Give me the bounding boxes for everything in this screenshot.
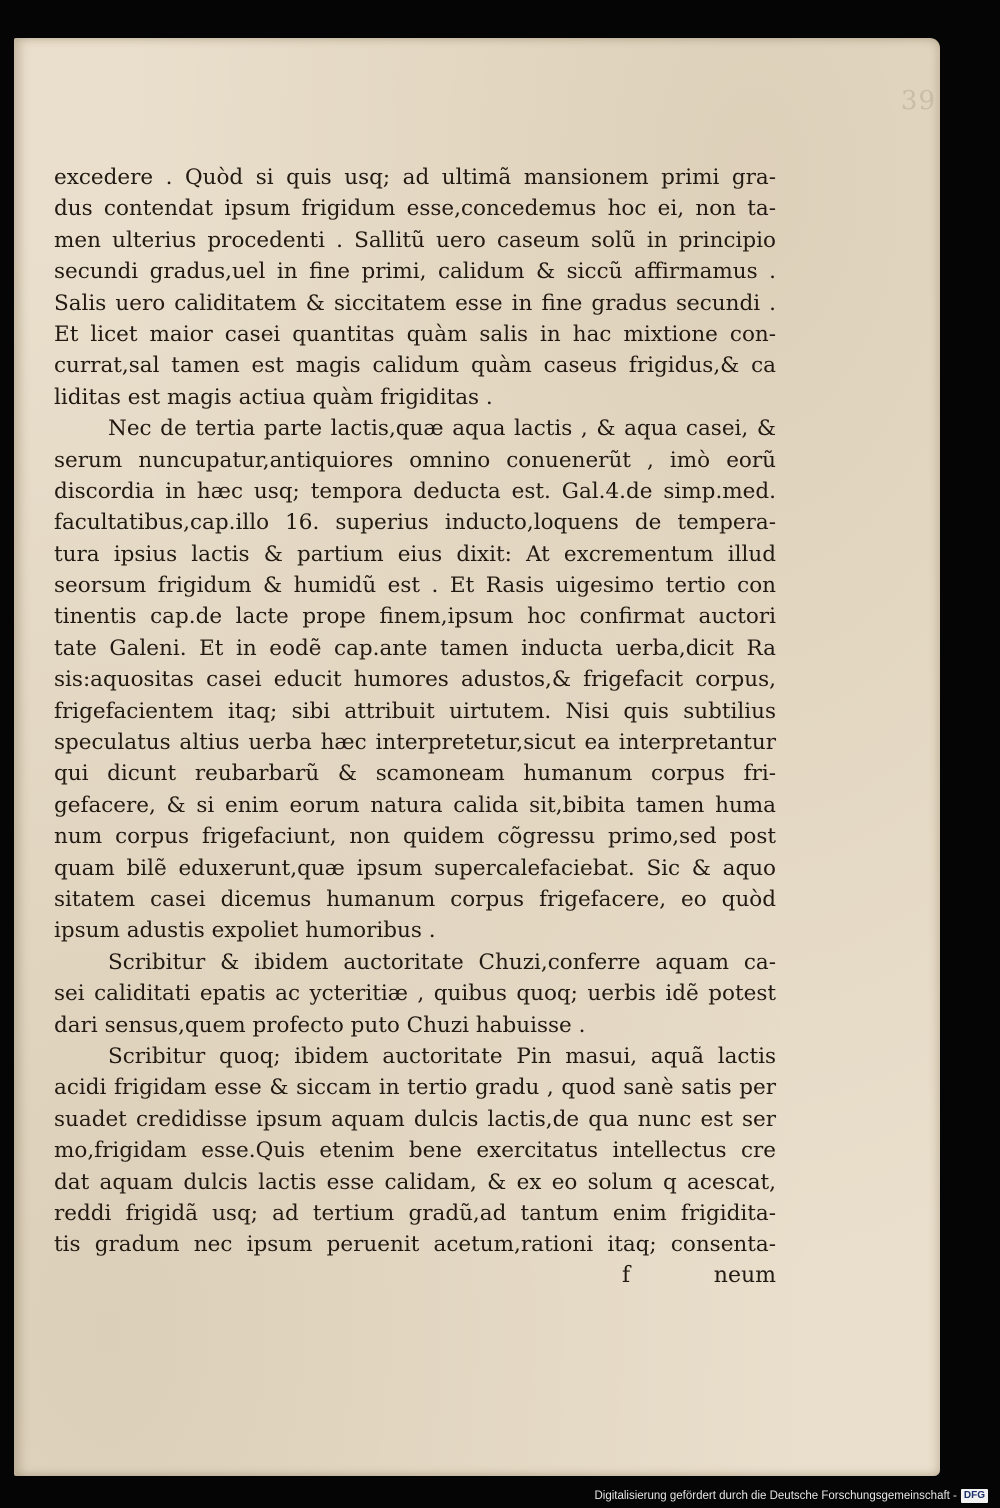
text-line: mo,frigidam esse.Quis etenim bene exercitatus intellectus cre bbox=[54, 1138, 776, 1164]
text-line: tinentis cap.de lacte prope finem,ipsum hoc confirmat auctori bbox=[54, 604, 776, 630]
text-line: ipsum adustis expoliet humoribus . bbox=[54, 918, 436, 944]
text-line: tate Galeni. Et in eodẽ cap.ante tamen inducta uerba,dicit Ra bbox=[54, 635, 776, 661]
text-line: Nec de tertia parte lactis,quæ aqua lactis , & aqua casei, & bbox=[108, 416, 776, 442]
text-line: liditas est magis actiua quàm frigiditas . bbox=[54, 384, 493, 410]
catchword: neum bbox=[713, 1263, 776, 1288]
page-foot bbox=[614, 1263, 776, 1295]
text-line: secundi gradus,uel in fine primi, calidum & siccũ affirmamus . bbox=[54, 259, 776, 285]
text-line: gefacere, & si enim eorum natura calida sit,bibita tamen huma bbox=[54, 792, 776, 818]
text-line: frigefacientem itaq; sibi attribuit uirtutem. Nisi quis subtilius bbox=[54, 698, 776, 724]
text-line: currat,sal tamen est magis calidum quàm caseus frigidus,& ca bbox=[54, 353, 776, 379]
text-line: seorsum frigidum & humidũ est . Et Rasis uigesimo tertio con bbox=[54, 573, 776, 599]
dfg-logo: DFG bbox=[961, 1489, 988, 1503]
text-line: Scribitur & ibidem auctoritate Chuzi,conferre aquam ca- bbox=[108, 949, 776, 975]
text-line: quam bilẽ eduxerunt,quæ ipsum supercalefaciebat. Sic & aquo bbox=[54, 855, 776, 881]
text-line: reddi frigidã usq; ad tertium gradũ,ad tantum enim frigidita- bbox=[54, 1200, 776, 1226]
text-line: num corpus frigefaciunt, non quidem cõgressu primo,sed post bbox=[54, 824, 776, 850]
text-line: dari sensus,quem profecto puto Chuzi habuisse . bbox=[54, 1012, 586, 1038]
text-line: tis gradum nec ipsum peruenit acetum,rationi itaq; consenta- bbox=[54, 1232, 776, 1258]
text-line: Salis uero caliditatem & siccitatem esse in fine gradus secundi . bbox=[54, 290, 776, 316]
text-line: sitatem casei dicemus humanum corpus frigefacere, eo quòd bbox=[54, 886, 776, 912]
text-line: suadet credidisse ipsum aquam dulcis lactis,de qua nunc est ser bbox=[54, 1106, 776, 1132]
folio-number: 39 bbox=[900, 86, 936, 116]
text-line: facultatibus,cap.illo 16. superius inducto,loquens de tempera- bbox=[54, 510, 776, 536]
text-block bbox=[54, 162, 776, 1261]
text-line: Et licet maior casei quantitas quàm salis in hac mixtione con- bbox=[54, 321, 776, 347]
text-line: sei caliditati epatis ac ycteritiæ , quibus quoq; uerbis idẽ potest bbox=[54, 981, 776, 1007]
book-page bbox=[14, 38, 940, 1476]
text-line: dus contendat ipsum frigidum esse,concedemus hoc ei, non ta- bbox=[54, 196, 776, 222]
text-line: tura ipsius lactis & partium eius dixit: At excrementum illud bbox=[54, 541, 776, 567]
signature-mark: f bbox=[622, 1263, 631, 1288]
text-line: serum nuncupatur,antiquiores omnino conuenerũt , imò eorũ bbox=[54, 447, 776, 473]
text-line: sis:aquositas casei educit humores adustos,& frigefacit corpus, bbox=[54, 667, 776, 693]
text-line: Scribitur quoq; ibidem auctoritate Pin masui, aquã lactis bbox=[108, 1043, 776, 1069]
text-line: speculatus altius uerba hæc interpretetur,sicut ea interpretantur bbox=[54, 730, 776, 756]
text-line: men ulterius procedenti . Sallitũ uero caseum solũ in principio bbox=[54, 227, 776, 253]
text-line: dat aquam dulcis lactis esse calidam, & ex eo solum q acescat, bbox=[54, 1169, 776, 1195]
text-line: discordia in hæc usq; tempora deducta est. Gal.4.de simp.med. bbox=[54, 478, 776, 504]
funding-footer bbox=[594, 1488, 988, 1504]
text-line: excedere . Quòd si quis usq; ad ultimã mansionem primi gra- bbox=[54, 165, 776, 190]
text-line: acidi frigidam esse & siccam in tertio gradu , quod sanè satis per bbox=[54, 1075, 776, 1101]
text-line: qui dicunt reubarbarũ & scamoneam humanum corpus fri- bbox=[54, 761, 776, 787]
funding-text: Digitalisierung gefördert durch die Deutsche Forschungsgemeinschaft - bbox=[594, 1490, 957, 1502]
